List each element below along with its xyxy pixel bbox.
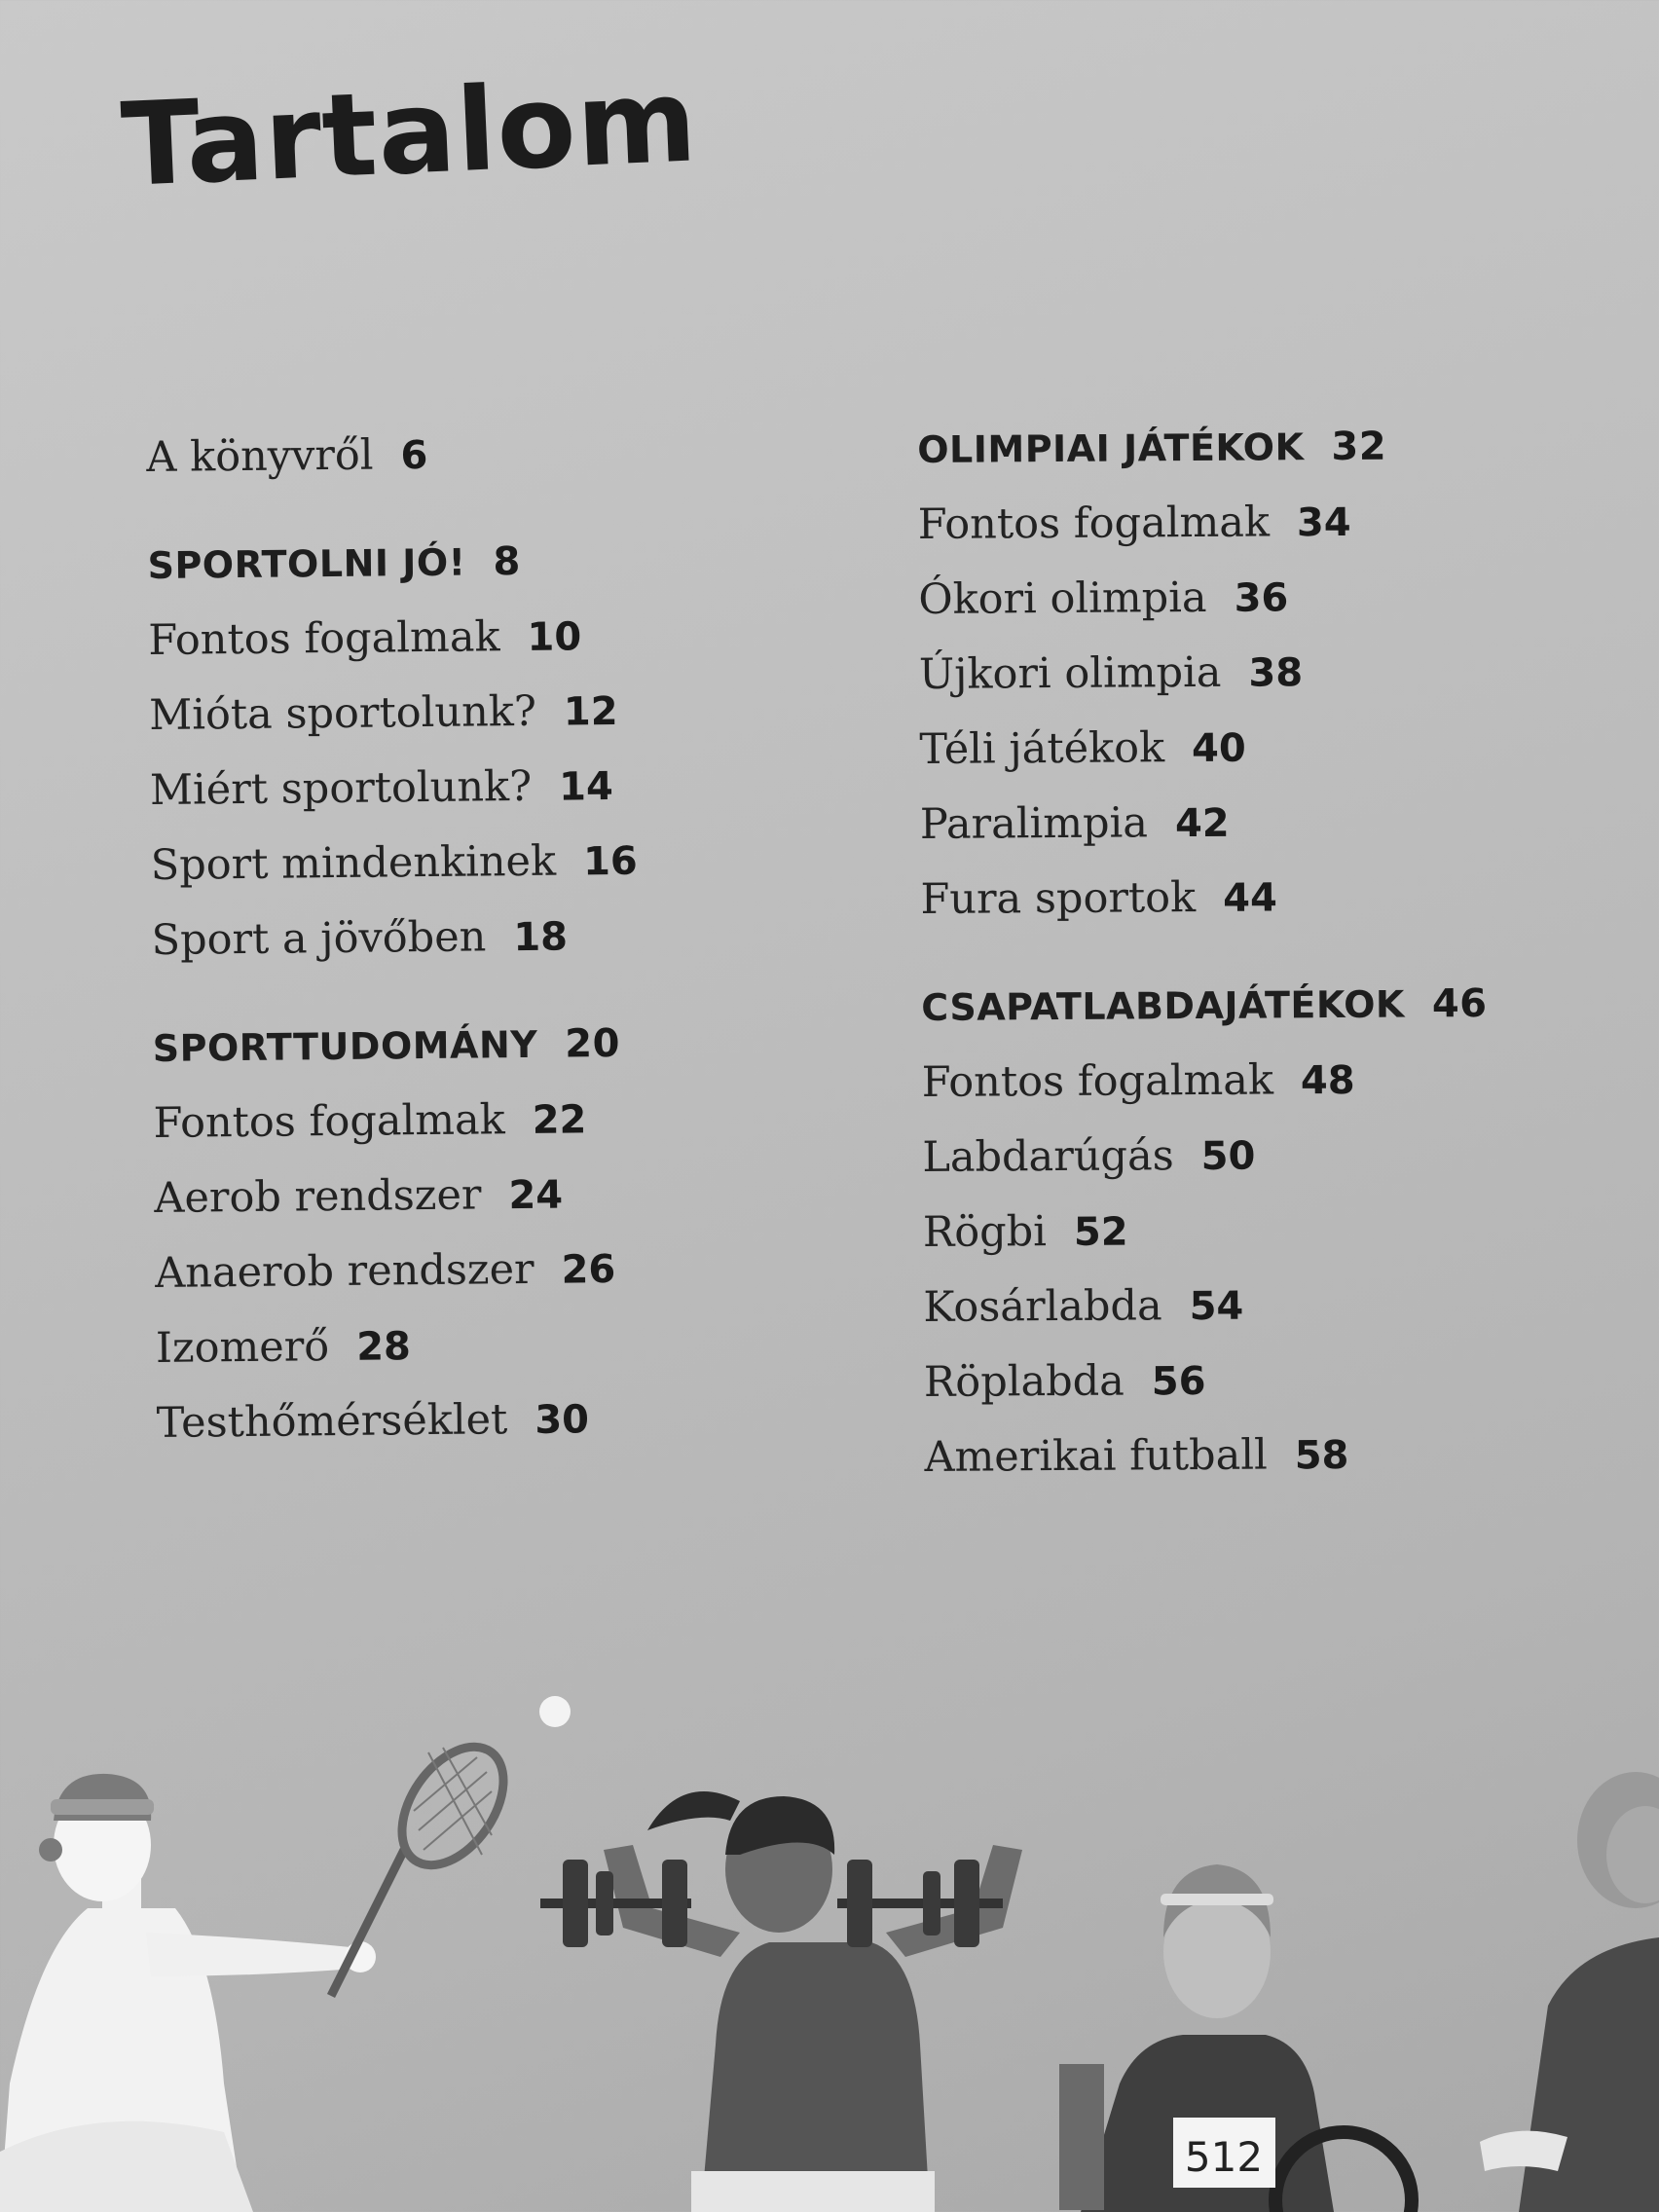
toc-entry-label: Kosárlabda (923, 1281, 1162, 1332)
toc-entry (149, 671, 890, 754)
toc-entry (146, 413, 887, 496)
toc-entry-label: Rögbi (922, 1207, 1048, 1257)
toc-page-number: 40 (1191, 725, 1246, 772)
toc-page-number: 50 (1200, 1133, 1256, 1179)
toc-entry-label: Izomerő (155, 1322, 330, 1373)
toc-entry-label: SPORTTUDOMÁNY (152, 1022, 538, 1070)
elderly-athlete-icon (1480, 1772, 1659, 2212)
toc-entry-label: Sport mindenkinek (150, 836, 557, 890)
toc-page-number: 22 (532, 1097, 587, 1143)
toc-entry-label: Fontos fogalmak (921, 1055, 1274, 1107)
toc-entry-label: Mióta sportolunk? (148, 686, 537, 740)
toc-page-number: 38 (1248, 650, 1304, 696)
toc-page-number: 46 (1431, 980, 1488, 1027)
toc-entry (920, 783, 1659, 863)
toc-entry-label: Ókori olimpia (918, 572, 1207, 624)
toc-entry-label: CSAPATLABDAJÁTÉKOK (921, 982, 1406, 1029)
toc-page-number: 16 (582, 838, 638, 885)
toc-page-number: 32 (1331, 424, 1387, 470)
toc-entry (920, 858, 1659, 938)
toc-entry-label: Fontos fogalmak (917, 498, 1271, 549)
toc-entry-label: Újkori olimpia (918, 647, 1222, 699)
toc-section-heading (152, 1004, 893, 1087)
toc-entry (922, 1116, 1659, 1196)
toc-page-number: 54 (1189, 1283, 1244, 1330)
wheelchair-athlete-icon (1059, 1864, 1412, 2212)
toc-left-column (146, 413, 897, 1461)
toc-entry-label: Sport a jövőben (151, 912, 487, 965)
toc-entry (918, 558, 1659, 638)
toc-page-number: 52 (1073, 1209, 1128, 1255)
toc-entry (919, 708, 1659, 788)
toc-entry-label: Amerikai futball (924, 1430, 1268, 1482)
toc-entry (919, 633, 1659, 713)
toc-entry (151, 896, 892, 978)
toc-page-number: 10 (527, 614, 582, 660)
toc-entry (153, 1079, 894, 1161)
toc-page-number: 44 (1222, 875, 1277, 921)
toc-page-number: 24 (508, 1172, 564, 1219)
section-gap (921, 933, 1659, 971)
toc-page-number: 14 (558, 763, 614, 810)
toc-page-number: 56 (1151, 1358, 1206, 1405)
toc-entry-label: Paralimpia (919, 798, 1149, 849)
toc-entry-label: SPORTOLNI JÓ! (147, 540, 466, 587)
toc-entry-label: Aerob rendszer (154, 1170, 482, 1223)
toc-page-number: 12 (563, 688, 618, 735)
toc-entry (156, 1379, 897, 1461)
bib-number: 512 (1184, 2133, 1264, 2181)
toc-entry-label: Téli játékok (919, 723, 1165, 774)
toc-page-number: 28 (355, 1324, 412, 1370)
toc-page-number: 42 (1174, 800, 1230, 847)
page-title: Tartalom (118, 53, 701, 212)
toc-entry (150, 821, 891, 903)
sports-illustration (0, 1655, 1659, 2212)
toc-entry-label: Fontos fogalmak (153, 1095, 505, 1148)
tennis-player-icon (0, 1696, 571, 2212)
toc-entry (148, 596, 889, 679)
toc-entry-label: Miért sportolunk? (149, 761, 533, 815)
toc-entry-label: Fura sportok (920, 873, 1197, 924)
toc-section-heading (921, 966, 1659, 1046)
toc-page-number: 8 (493, 538, 522, 585)
toc-entry-label: Labdarúgás (922, 1131, 1174, 1182)
toc-page-number: 20 (565, 1020, 621, 1067)
toc-entry-label: Anaerob rendszer (154, 1244, 535, 1298)
toc-entry (923, 1266, 1659, 1346)
toc-page-number: 48 (1300, 1057, 1355, 1104)
toc-entry (156, 1304, 897, 1386)
toc-page-number: 26 (561, 1246, 616, 1293)
toc-section-heading (147, 521, 888, 604)
toc-entry (924, 1416, 1659, 1495)
toc-page-number: 30 (535, 1397, 590, 1443)
toc-section-heading (917, 408, 1658, 488)
weightlifter-icon (540, 1791, 1022, 2212)
toc-entry (918, 483, 1659, 563)
toc-entry (924, 1341, 1659, 1420)
toc-entry (923, 1191, 1659, 1271)
toc-right-column (917, 408, 1659, 1495)
toc-entry-label: Fontos fogalmak (148, 612, 500, 665)
toc-page-number: 34 (1296, 499, 1351, 546)
toc-page-number: 18 (513, 914, 569, 961)
toc-entry-label: Testhőmérséklet (156, 1395, 508, 1448)
toc-page-number: 6 (400, 432, 428, 479)
toc-page-number: 36 (1234, 575, 1289, 621)
toc-entry-label: Röplabda (923, 1356, 1124, 1407)
toc-entry (922, 1041, 1659, 1121)
toc-entry-label: OLIMPIAI JÁTÉKOK (917, 425, 1305, 471)
toc-entry (154, 1154, 895, 1236)
toc-entry-label: A könyvről (146, 430, 374, 482)
toc-page-number: 58 (1294, 1432, 1349, 1479)
toc-entry (150, 746, 891, 829)
toc-entry (155, 1229, 896, 1311)
